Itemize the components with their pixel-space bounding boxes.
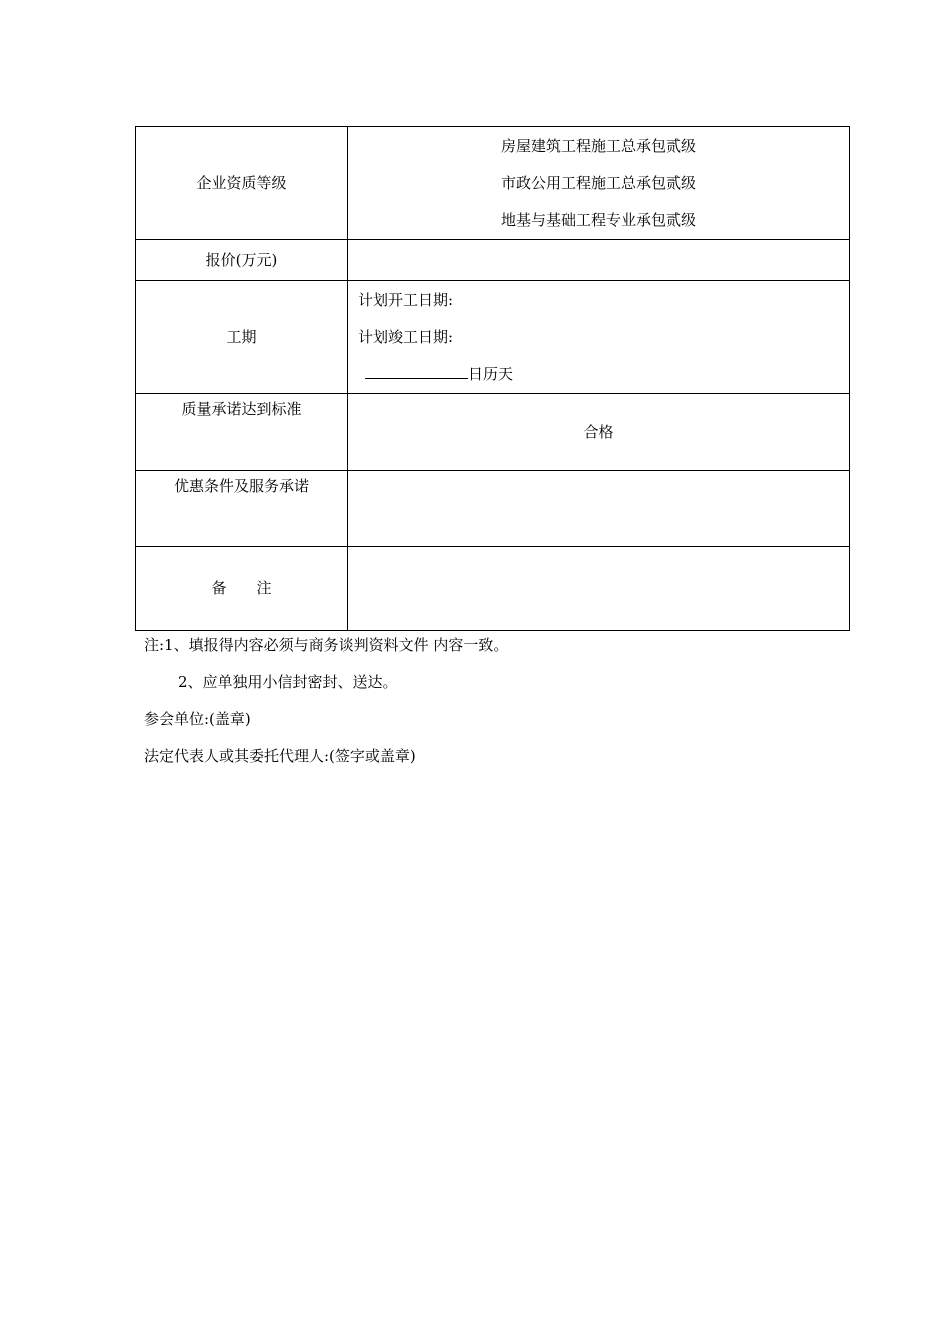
remarks-value[interactable]: [348, 547, 850, 631]
planned-start-date[interactable]: 计划开工日期:: [358, 290, 454, 309]
row-qualification: [136, 127, 850, 240]
calendar-days-suffix: 日历天: [468, 364, 514, 383]
notes-section: [144, 636, 844, 784]
row-quote: [136, 240, 850, 281]
qualification-label: 企业资质等级: [136, 127, 348, 240]
offers-value[interactable]: [348, 471, 850, 547]
participating-unit: 参会单位:(盖章): [144, 710, 251, 728]
qualification-value: [348, 127, 850, 240]
quote-value[interactable]: [348, 240, 850, 281]
note-2: 2、应单独用小信封密封、送达。: [178, 673, 398, 691]
qualification-line-2: 市政公用工程施工总承包贰级: [500, 173, 696, 192]
quotation-form-table: [135, 126, 850, 631]
row-duration: [136, 281, 850, 394]
calendar-days-blank[interactable]: [365, 363, 468, 379]
row-offers: [136, 471, 850, 547]
row-quality: [136, 394, 850, 471]
duration-label: 工期: [136, 281, 348, 394]
legal-representative: 法定代表人或其委托代理人:(签字或盖章): [144, 747, 416, 765]
remarks-label: 备 注: [136, 547, 348, 631]
offers-label: 优惠条件及服务承诺: [136, 471, 348, 547]
qualification-line-3: 地基与基础工程专业承包贰级: [500, 210, 696, 229]
quote-label: 报价(万元): [136, 240, 348, 281]
row-remarks: [136, 547, 850, 631]
planned-end-date[interactable]: 计划竣工日期:: [358, 327, 454, 346]
duration-value: [348, 281, 850, 394]
qualification-line-1: 房屋建筑工程施工总承包贰级: [500, 136, 696, 155]
calendar-days[interactable]: [358, 356, 849, 393]
note-1: 注:1、填报得内容必须与商务谈判资料文件 内容一致。: [144, 636, 509, 654]
quality-label: 质量承诺达到标准: [136, 394, 348, 471]
quality-value: 合格: [348, 394, 850, 471]
